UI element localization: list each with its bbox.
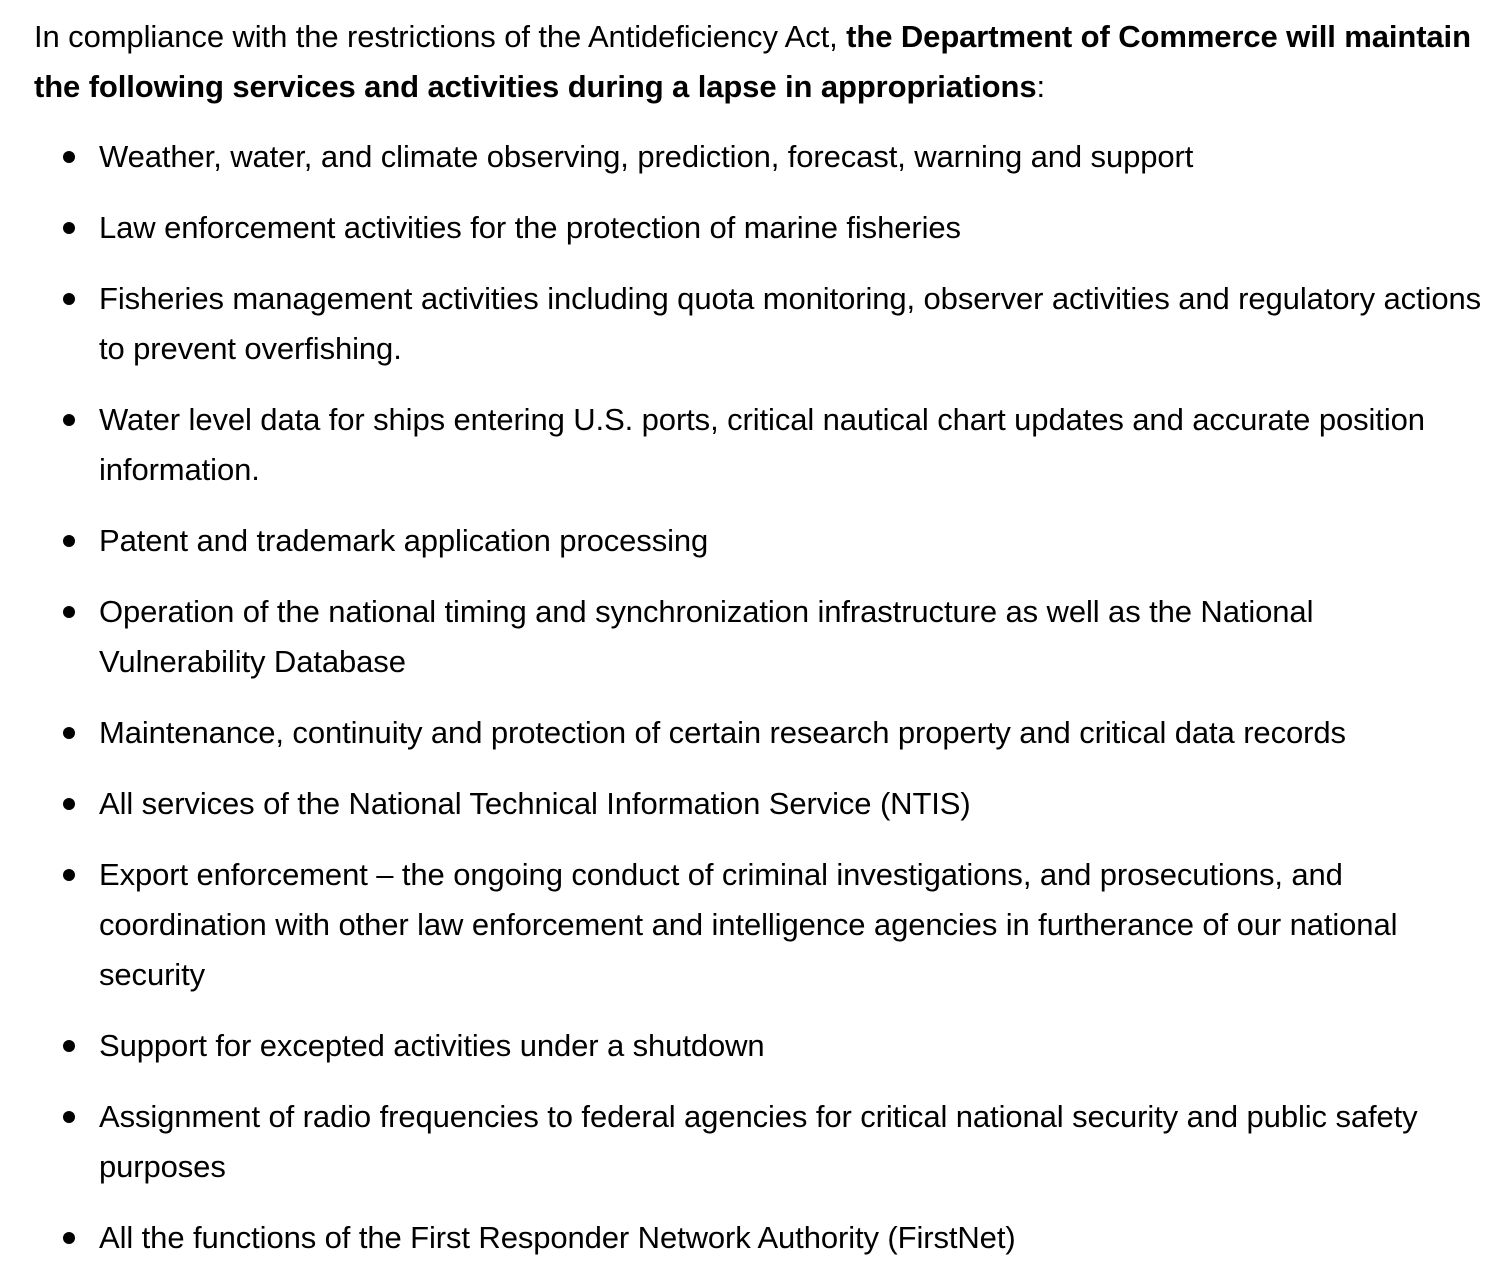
list-item-text: Water level data for ships entering U.S. ports, critical nautical chart updates and accurate position information. — [99, 402, 1425, 487]
bullet-icon — [63, 151, 75, 163]
bullet-icon — [63, 727, 75, 739]
list-item-text: All services of the National Technical Information Service (NTIS) — [99, 786, 971, 821]
intro-tail-text: : — [1036, 69, 1045, 104]
intro-lead-text: In compliance with the restrictions of the Antideficiency Act, — [34, 19, 847, 54]
bullet-icon — [63, 1040, 75, 1052]
bullet-icon — [63, 293, 75, 305]
list-item — [34, 274, 1482, 374]
list-item-text: Law enforcement activities for the protection of marine fisheries — [99, 210, 961, 245]
list-item-text: Maintenance, continuity and protection of certain research property and critical data records — [99, 715, 1346, 750]
list-item — [34, 850, 1482, 1000]
bullet-icon — [63, 414, 75, 426]
intro-bold-text: the Department of Commerce will maintain the following services and activities during a lapse in appropriations — [34, 19, 1471, 104]
list-item — [34, 779, 1482, 829]
bullet-icon — [63, 535, 75, 547]
list-item — [34, 203, 1482, 253]
list-item-text: Operation of the national timing and synchronization infrastructure as well as the National Vulnerability Database — [99, 594, 1314, 679]
list-item-text: Assignment of radio frequencies to federal agencies for critical national security and public safety purposes — [99, 1099, 1418, 1184]
list-item — [34, 1021, 1482, 1071]
list-item — [34, 708, 1482, 758]
services-list — [34, 132, 1482, 1263]
bullet-icon — [63, 1111, 75, 1123]
list-item — [34, 1092, 1482, 1192]
list-item — [34, 516, 1482, 566]
list-item-text: Support for excepted activities under a shutdown — [99, 1028, 765, 1063]
list-item-text: Weather, water, and climate observing, prediction, forecast, warning and support — [99, 139, 1194, 174]
list-item — [34, 395, 1482, 495]
list-item-text: Export enforcement – the ongoing conduct of criminal investigations, and prosecutions, and coordination with other law enforcement and intelligence agencies in furtherance of our national security — [99, 857, 1398, 992]
bullet-icon — [63, 1232, 75, 1244]
list-item-text: Patent and trademark application processing — [99, 523, 709, 558]
list-item — [34, 132, 1482, 182]
list-item — [34, 587, 1482, 687]
bullet-icon — [63, 606, 75, 618]
bullet-icon — [63, 798, 75, 810]
intro-paragraph — [34, 12, 1482, 112]
list-item — [34, 1213, 1482, 1263]
list-item-text: All the functions of the First Responder Network Authority (FirstNet) — [99, 1220, 1016, 1255]
bullet-icon — [63, 222, 75, 234]
list-item-text: Fisheries management activities including quota monitoring, observer activities and regulatory actions to prevent overfishing. — [99, 281, 1482, 366]
bullet-icon — [63, 869, 75, 881]
